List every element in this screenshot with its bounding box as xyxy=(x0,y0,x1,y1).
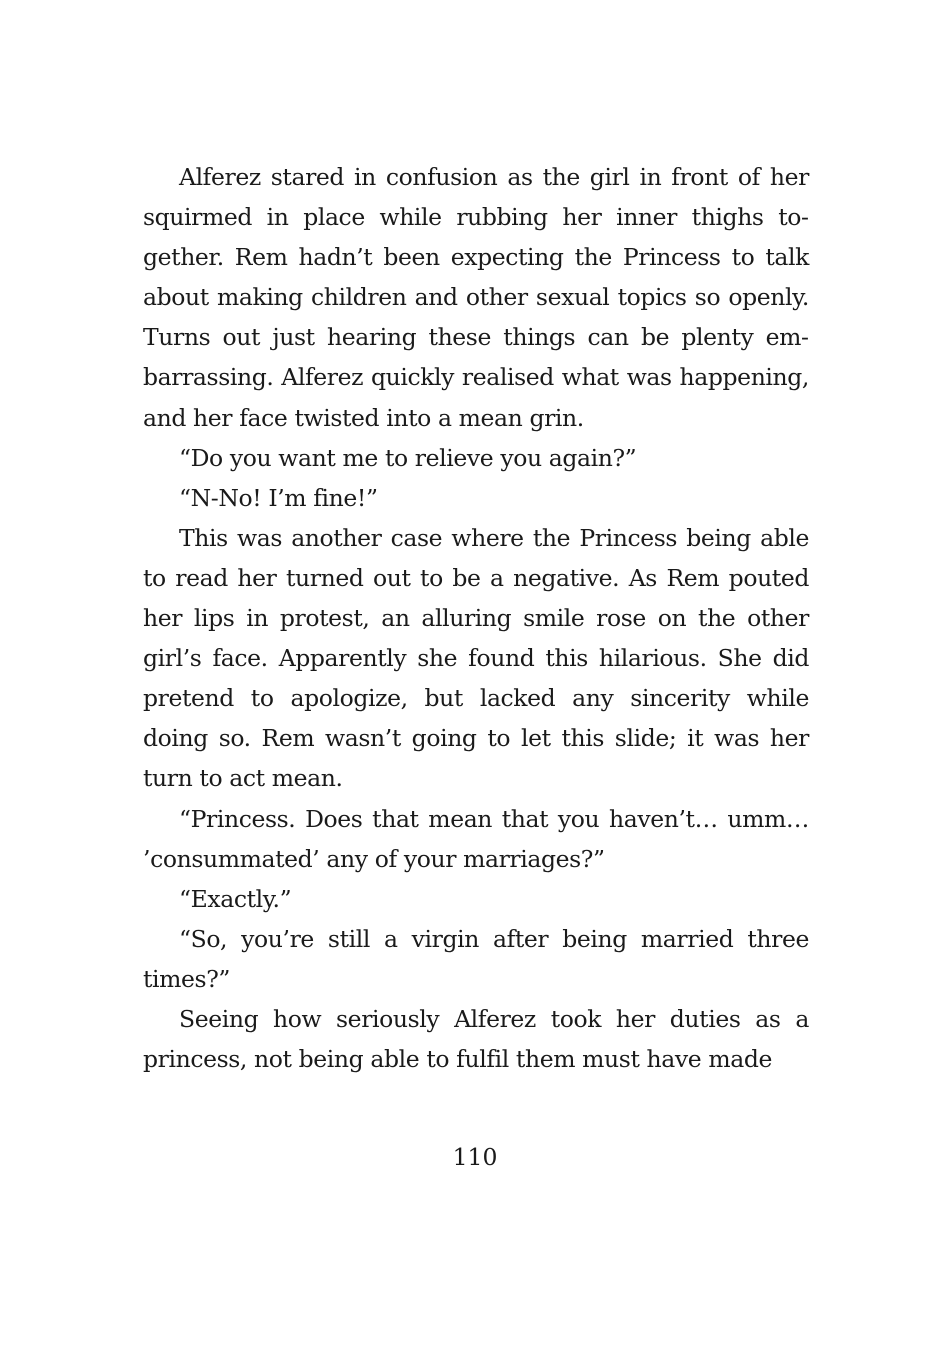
page-number: 110 xyxy=(452,1143,498,1171)
paragraph: Alferez stared in confusion as the girl in front of her squirmed in place while rubbing her inner thighs together. Rem hadn’t been expecting the Princess to talk about making children and other sexual topics so openly. Turns out just hearing these things can be plenty embarrassing. Alferez quickly realised what was happening, and her face twisted into a mean grin. xyxy=(143,163,809,432)
paragraph: “So, you’re still a virgin after being married three times?” xyxy=(143,924,809,993)
paragraph: This was another case where the Princess being able to read her turned out to be a negative. As Rem pouted her lips in protest, an alluring smile rose on the other girl’s face. Apparently she found this hilarious. She did pretend to apologize, but lacked any sincerity while doing so. Rem wasn’t going to let this slide; it was her turn to act mean. xyxy=(143,523,809,793)
paragraph: Seeing how seriously Alferez took her duties as a princess, not being able to fulfil them must have made xyxy=(143,1004,809,1074)
paragraph: “Princess. Does that mean that you haven’t… umm… ’consummated’ any of your marriages?” xyxy=(143,804,809,873)
paragraph: “Exactly.” xyxy=(179,884,292,913)
paragraph: “Do you want me to relieve you again?” xyxy=(179,443,637,472)
paragraph: “N-No! I’m fine!” xyxy=(179,483,378,512)
body-text xyxy=(143,157,809,1079)
